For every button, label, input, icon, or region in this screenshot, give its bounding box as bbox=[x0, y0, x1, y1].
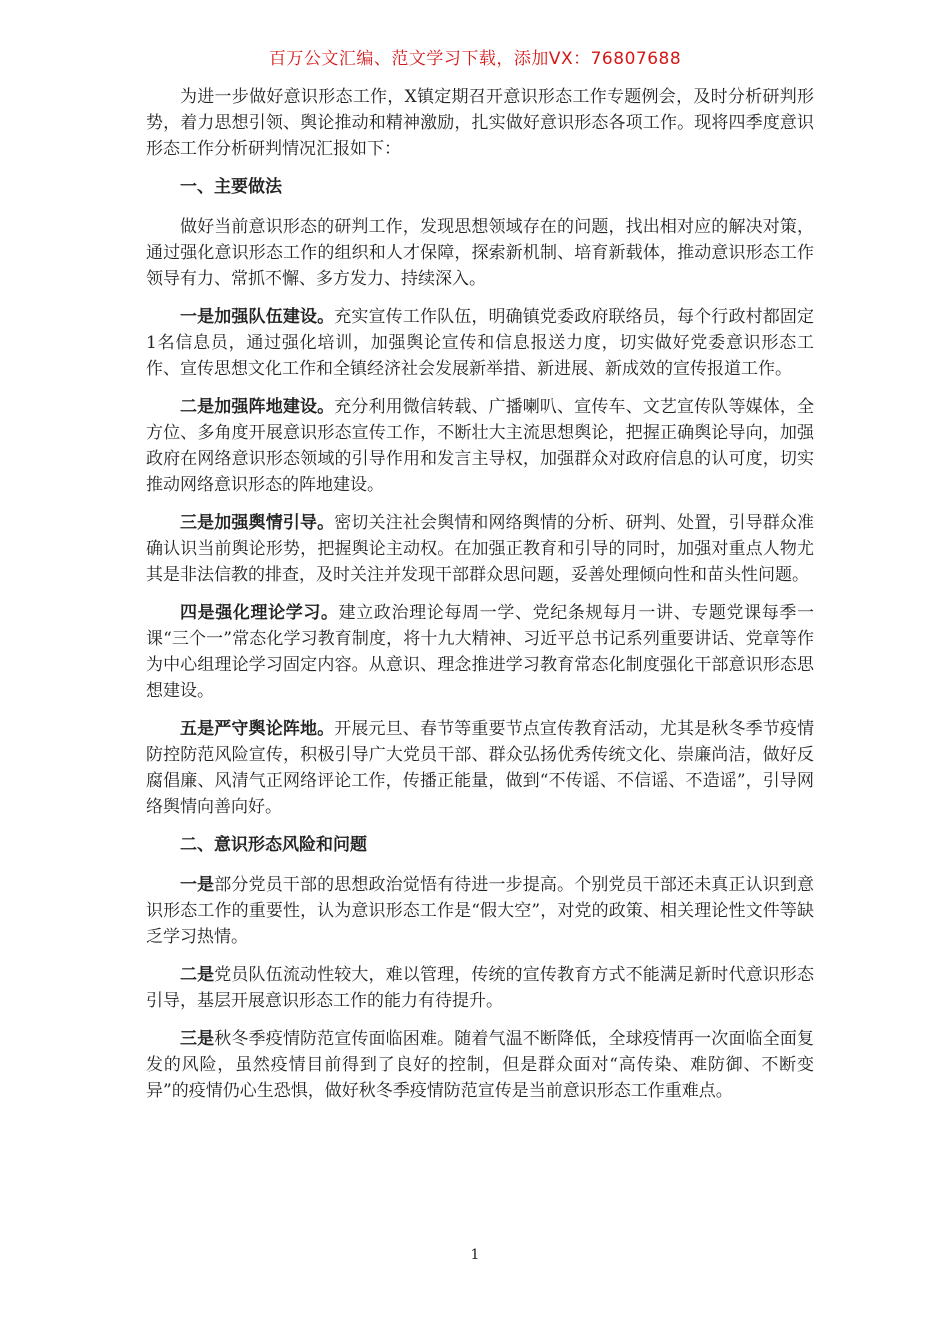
paragraph-lead: 五是严守舆论阵地。 bbox=[180, 719, 335, 739]
paragraph-text: 充实宣传工作队伍，明确镇党委政府联络员，每个行政村都固定1名信息员，通过强化培训，加强舆论宣传和信息报送力度，切实做好党委意识形态工作、宣传思想文化工作和全镇经济社会发展新举措、新进展、新成效的宣传报道工作。 bbox=[146, 307, 814, 379]
paragraph-text: 部分党员干部的思想政治觉悟有待进一步提高。个别党员干部还未真正认识到意识形态工作的重要性，认为意识形态工作是“假大空”，对党的政策、相关理论性文件等缺乏学习热情。 bbox=[146, 875, 815, 947]
paragraph-text: 充分利用微信转载、广播喇叭、宣传车、文艺宣传队等媒体，全方位、多角度开展意识形态宣传工作，不断壮大主流思想舆论，把握正确舆论导向，加强政府在网络意识形态领域的引导作用和发言主导权，加强群众对政府信息的认可度，切实推动网络意识形态的阵地建设。 bbox=[146, 397, 814, 495]
risk-paragraph bbox=[146, 962, 814, 1014]
paragraph-text: 党员队伍流动性较大，难以管理，传统的宣传教育方式不能满足新时代意识形态引导，基层开展意识形态工作的能力有待提升。 bbox=[146, 965, 815, 1011]
paragraph-lead: 一是 bbox=[180, 875, 215, 895]
risk-paragraph bbox=[146, 872, 814, 950]
measure-paragraph bbox=[146, 394, 814, 498]
section-heading-2: 二、意识形态风险和问题 bbox=[180, 835, 367, 855]
paragraph-lead: 四是强化理论学习。 bbox=[180, 603, 339, 623]
paragraph-text: 开展元旦、春节等重要节点宣传教育活动，尤其是秋冬季节疫情防控防范风险宣传，积极引导广大党员干部、群众弘扬优秀传统文化、崇廉尚洁，做好反腐倡廉、风清气正网络评论工作，传播正能量，做到“不传谣、不信谣、不造谣”，引导网络舆情向善向好。 bbox=[146, 719, 814, 817]
paragraph-text: 建立政治理论每周一学、党纪条规每月一讲、专题党课每季一课“三个一”常态化学习教育制度，将十九大精神、习近平总书记系列重要讲话、党章等作为中心组理论学习固定内容。从意识、理念推进学习教育常态化制度强化干部意识形态思想建设。 bbox=[146, 603, 815, 701]
paragraph-lead: 二是加强阵地建设。 bbox=[180, 397, 335, 417]
paragraph-lead: 三是 bbox=[180, 1029, 215, 1049]
intro-paragraph: 为进一步做好意识形态工作，X镇定期召开意识形态工作专题例会，及时分析研判形势，着力思想引领、舆论推动和精神激励，扎实做好意识形态各项工作。现将四季度意识形态工作分析研判情况汇报如下： bbox=[146, 87, 814, 159]
section-intro-paragraph: 做好当前意识形态的研判工作，发现思想领域存在的问题，找出相对应的解决对策，通过强化意识形态工作的组织和人才保障，探索新机制、培育新载体，推动意识形态工作领导有力、常抓不懈、多方发力、持续深入。 bbox=[146, 217, 814, 289]
page-header-banner: 百万公文汇编、范文学习下载，添加VX：76807688 bbox=[268, 49, 682, 69]
measure-paragraph bbox=[146, 304, 814, 382]
measure-paragraph bbox=[146, 716, 814, 820]
document-body bbox=[146, 84, 814, 1116]
paragraph-lead: 二是 bbox=[180, 965, 215, 985]
paragraph-text: 密切关注社会舆情和网络舆情的分析、研判、处置，引导群众准确认识当前舆论形势，把握舆论主动权。在加强正教育和引导的同时，加强对重点人物尤其是非法信教的排查，及时关注并发现干部群众思问题，妥善处理倾向性和苗头性问题。 bbox=[146, 513, 814, 585]
page-number: 1 bbox=[470, 1247, 480, 1263]
paragraph-lead: 一是加强队伍建设。 bbox=[180, 307, 335, 327]
paragraph-text: 秋冬季疫情防范宣传面临困难。随着气温不断降低，全球疫情再一次面临全面复发的风险，虽然疫情目前得到了良好的控制，但是群众面对“高传染、难防御、不断变异”的疫情仍心生恐惧，做好秋冬季疫情防范宣传是当前意识形态工作重难点。 bbox=[146, 1029, 815, 1101]
measure-paragraph bbox=[146, 510, 814, 588]
paragraph-lead: 三是加强舆情引导。 bbox=[180, 513, 335, 533]
section-heading-1: 一、主要做法 bbox=[180, 177, 282, 197]
measure-paragraph bbox=[146, 600, 814, 704]
risk-paragraph bbox=[146, 1026, 814, 1104]
